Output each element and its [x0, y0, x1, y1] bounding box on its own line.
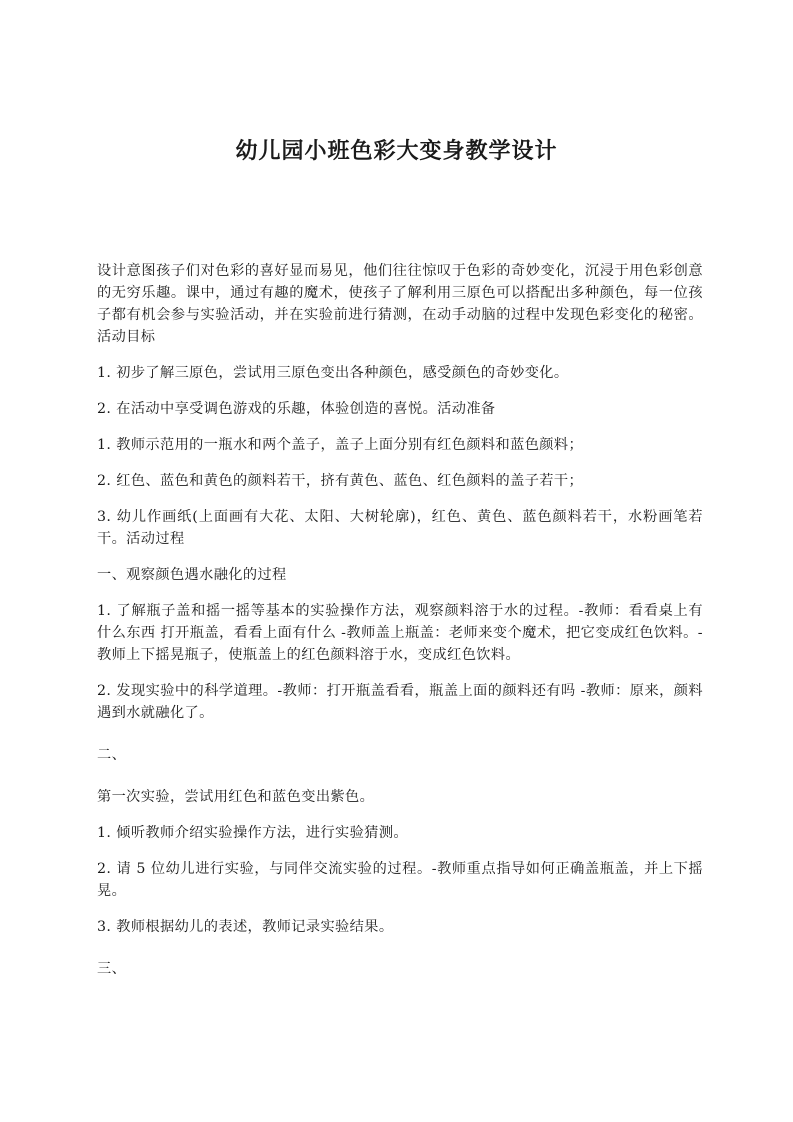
paragraph-goal-2: 2. 在活动中享受调色游戏的乐趣，体验创造的喜悦。活动准备 [97, 401, 496, 417]
paragraph-goal-1: 1. 初步了解三原色，尝试用三原色变出各种颜色，感受颜色的奇妙变化。 [97, 365, 569, 381]
paragraph-step-1-1: 1. 了解瓶子盖和摇一摇等基本的实验操作方法，观察颜料溶于水的过程。-教师：看看桌上有什么东西 打开瓶盖，看看上面有什么 -教师盖上瓶盖：老师来变个魔术，把它变成红色饮料。-教师上下摇晃瓶子，使瓶盖上的红色颜料溶于水，变成红色饮料。 [97, 603, 703, 663]
paragraph-step-1-2: 2. 发现实验中的科学道理。-教师：打开瓶盖看看，瓶盖上面的颜料还有吗 -教师：原来，颜料遇到水就融化了。 [97, 683, 703, 721]
paragraph-step-2-3: 3. 教师根据幼儿的表述，教师记录实验结果。 [97, 919, 394, 935]
paragraph-design-intent: 设计意图孩子们对色彩的喜好显而易见，他们往往惊叹于色彩的奇妙变化，沉浸于用色彩创意的无穷乐趣。课中，通过有趣的魔术，使孩子了解利用三原色可以搭配出多种颜色，每一位孩子都有机会参与实验活动，并在实验前进行猜测，在动手动脑的过程中发现色彩变化的秘密。活动目标 [97, 263, 703, 345]
section-heading-3: 三、 [97, 961, 127, 977]
paragraph-experiment-1: 第一次实验，尝试用红色和蓝色变出紫色。 [97, 789, 375, 805]
paragraph-prep-2: 2. 红色、蓝色和黄色的颜料若干，挤有黄色、蓝色、红色颜料的盖子若干； [97, 473, 584, 489]
section-heading-1: 一、观察颜色遇水融化的过程 [97, 567, 287, 583]
paragraph-step-2-1: 1. 倾听教师介绍实验操作方法，进行实验猜测。 [97, 825, 408, 841]
document-body [97, 260, 703, 994]
section-heading-2: 二、 [97, 747, 127, 763]
paragraph-prep-1: 1. 教师示范用的一瓶水和两个盖子，盖子上面分别有红色颜料和蓝色颜料； [97, 437, 584, 453]
paragraph-prep-3: 3. 幼儿作画纸(上面画有大花、太阳、大树轮廓)，红色、黄色、蓝色颜料若干，水粉画笔若干。活动过程 [97, 509, 703, 547]
paragraph-step-2-2: 2. 请 5 位幼儿进行实验，与同伴交流实验的过程。-教师重点指导如何正确盖瓶盖，并上下摇晃。 [97, 861, 703, 899]
document-title: 幼儿园小班色彩大变身教学设计 [235, 139, 558, 164]
